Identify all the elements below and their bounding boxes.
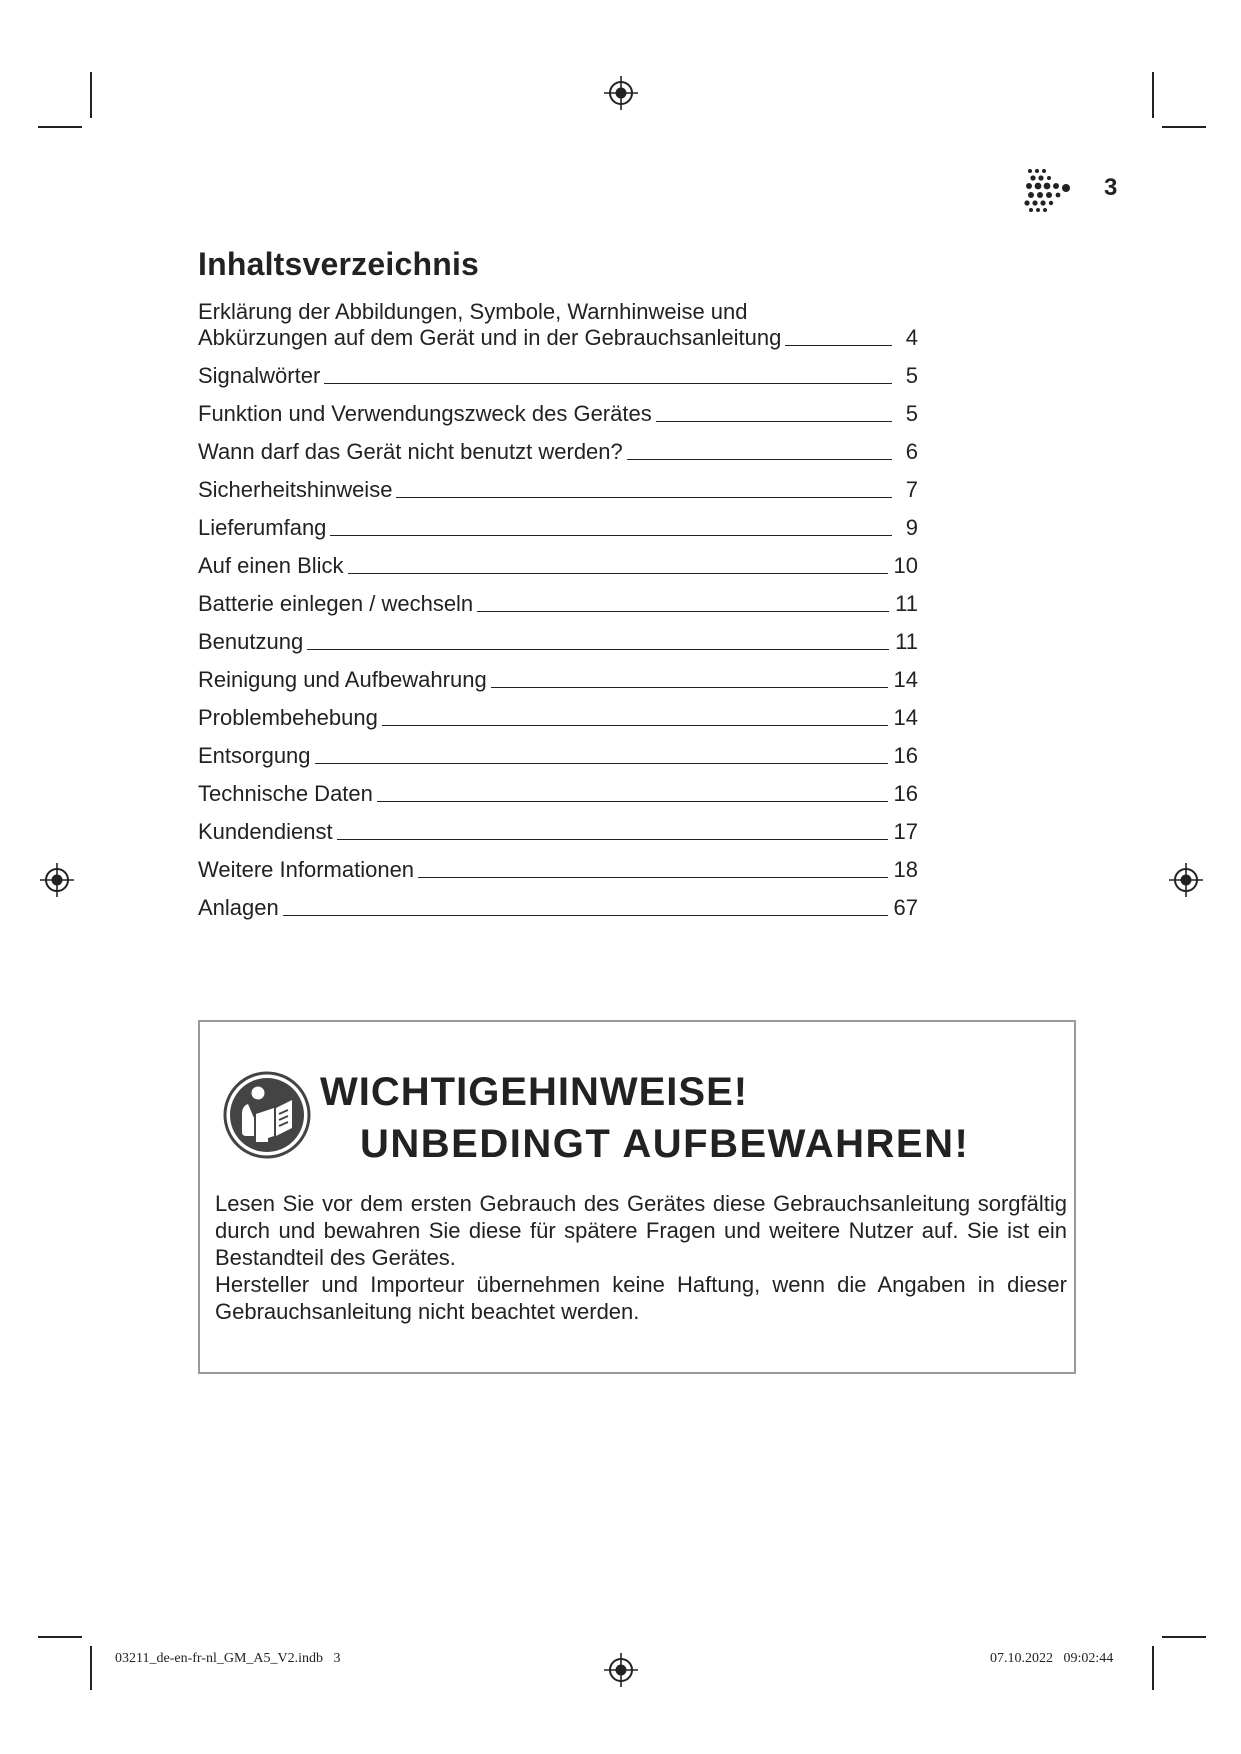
toc-entry-page: 6 [905, 439, 918, 464]
toc-entry [198, 742, 918, 769]
toc-entry-label: Wann darf das Gerät nicht benutzt werden? [198, 439, 623, 464]
toc-entry [198, 362, 918, 389]
toc-entry-label: Kundendienst [198, 819, 333, 844]
toc-entry-label: Reinigung und Aufbewahrung [198, 667, 487, 692]
toc-entry [198, 666, 918, 693]
registration-mark-icon [604, 1653, 638, 1687]
toc-leader-line [477, 611, 889, 612]
toc-entry-page: 5 [905, 401, 918, 426]
toc-entry-page: 4 [905, 325, 918, 350]
toc-leader-line [418, 877, 887, 878]
important-notice-box [198, 1020, 1076, 1374]
toc-entry-label: Weitere Informationen [198, 857, 415, 882]
toc-entry-label: Lieferumfang [198, 515, 327, 540]
toc-entry-label: Technische Daten [198, 781, 373, 806]
toc-entry-page: 16 [893, 743, 918, 768]
toc-entry [198, 628, 918, 655]
toc-leader-line [377, 801, 888, 802]
toc-entry-label: Benutzung [198, 629, 304, 654]
toc-leader-line [337, 839, 888, 840]
toc-entry [198, 590, 918, 617]
toc-entry [198, 514, 918, 541]
toc-entry-label: Sicherheitshinweise [198, 477, 393, 502]
toc-leader-line [307, 649, 889, 650]
toc-entry-label: Signalwörter [198, 363, 321, 388]
registration-mark-icon [40, 863, 74, 897]
toc-entry-label: Auf einen Blick [198, 553, 344, 578]
toc-entry-page: 10 [893, 553, 918, 578]
toc-entry-page: 18 [893, 857, 918, 882]
toc-entry-page: 9 [905, 515, 918, 540]
toc-entry [198, 299, 918, 351]
toc-entry [198, 856, 918, 883]
toc-leader-line [627, 459, 892, 460]
toc-entry-page: 7 [905, 477, 918, 502]
toc-entry [198, 704, 918, 731]
crop-mark [1162, 1636, 1206, 1638]
toc-entry [198, 552, 918, 579]
toc-entry-label: Funktion und Verwendungszweck des Gerätes [198, 401, 652, 426]
notice-subheading: UNBEDINGT AUFBEWAHREN! [360, 1122, 970, 1166]
toc-entry [198, 400, 918, 427]
crop-mark [90, 72, 92, 118]
crop-mark [38, 126, 82, 128]
toc-leader-line [491, 687, 888, 688]
dot-pattern-icon [1022, 166, 1076, 216]
crop-mark [1152, 72, 1154, 118]
registration-mark-icon [1169, 863, 1203, 897]
toc-entry [198, 894, 918, 921]
toc-leader-line [324, 383, 892, 384]
toc-leader-line [785, 345, 892, 346]
toc-entry-label: Anlagen [198, 895, 279, 920]
crop-mark [90, 1646, 92, 1690]
toc-entry-page: 14 [893, 705, 918, 730]
footer-date-info: 07.10.2022 09:02:44 [990, 1651, 1114, 1666]
toc-entry-page: 11 [895, 629, 918, 654]
notice-body [215, 1190, 1067, 1325]
table-of-contents [198, 246, 918, 932]
toc-entry-page: 17 [893, 819, 918, 844]
toc-entry-label: Erklärung der Abbildungen, Symbole, Warnhinweise und Abkürzungen auf dem Gerät und in der Gebrauchsanleitung [198, 299, 782, 350]
toc-leader-line [348, 573, 888, 574]
crop-mark [1162, 126, 1206, 128]
toc-list [198, 299, 918, 921]
registration-mark-icon [604, 76, 638, 110]
toc-entry-label: Batterie einlegen / wechseln [198, 591, 474, 616]
page-header [1022, 166, 1162, 218]
footer-file-info: 03211_de-en-fr-nl_GM_A5_V2.indb 3 [115, 1651, 341, 1666]
toc-entry-label: Problembehebung [198, 705, 378, 730]
crop-mark [38, 1636, 82, 1638]
toc-leader-line [656, 421, 892, 422]
toc-title: Inhaltsverzeichnis [198, 246, 480, 282]
toc-entry [198, 818, 918, 845]
toc-entry [198, 476, 918, 503]
toc-leader-line [283, 915, 888, 916]
toc-leader-line [382, 725, 888, 726]
page-number: 3 [1104, 174, 1118, 201]
crop-mark [1152, 1646, 1154, 1690]
toc-entry-label: Entsorgung [198, 743, 311, 768]
notice-paragraph: Lesen Sie vor dem ersten Gebrauch des Gerätes diese Gebrauchsanleitung sorgfältig durch und bewahren Sie diese für spätere Fragen und weitere Nutzer auf. Sie ist ein Bestandteil des Gerätes. [215, 1191, 1067, 1270]
notice-heading: WICHTIGEHINWEISE! [320, 1070, 749, 1114]
toc-entry-page: 11 [895, 591, 918, 616]
toc-entry-page: 14 [893, 667, 918, 692]
notice-paragraph: Hersteller und Importeur übernehmen keine Haftung, wenn die Angaben in dieser Gebrauchsanleitung nicht beachtet werden. [215, 1272, 1067, 1324]
read-manual-icon [222, 1070, 312, 1160]
toc-entry-page: 5 [905, 363, 918, 388]
toc-entry [198, 780, 918, 807]
toc-entry [198, 438, 918, 465]
toc-leader-line [330, 535, 892, 536]
toc-entry-page: 67 [893, 895, 918, 920]
toc-leader-line [315, 763, 888, 764]
toc-leader-line [396, 497, 892, 498]
toc-entry-page: 16 [893, 781, 918, 806]
